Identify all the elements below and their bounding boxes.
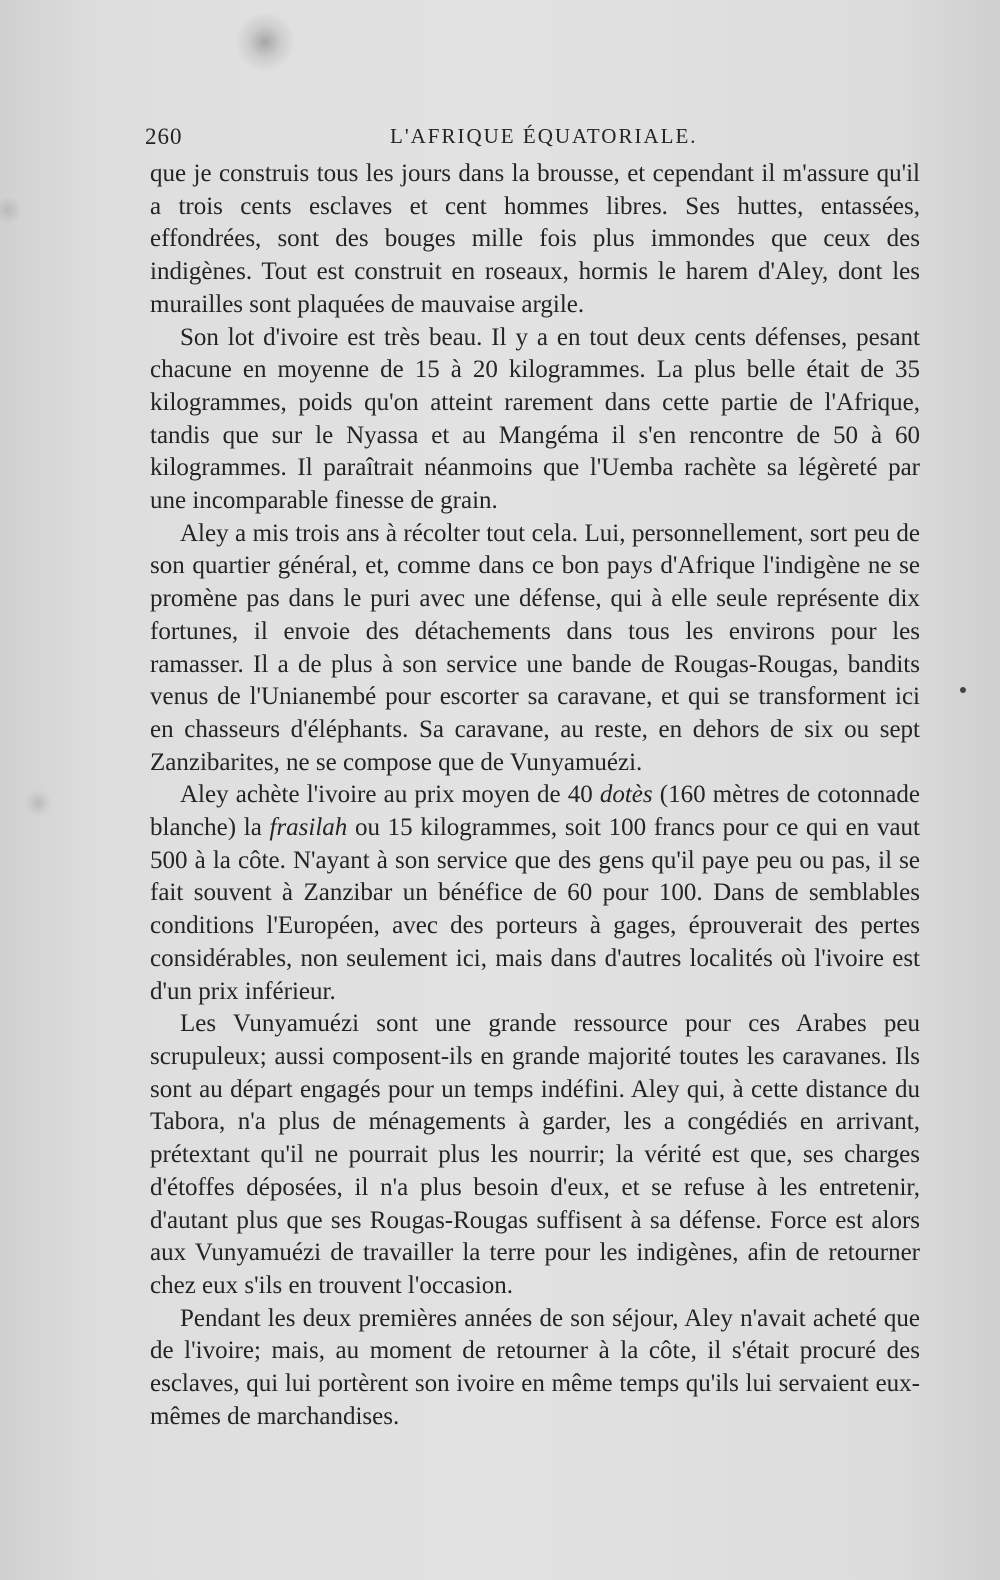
paragraph-3: Aley a mis trois ans à récolter tout cela. Lui, personnellement, sort peu de son quartier général, et, comme dans ce bon pays d'Afrique l'indigène ne se promène pas dans le puri avec une défense, qui à elle seule représente dix fortunes, il envoie des détachements dans tous les environs pour les ramasser. Il a de plus à son service une bande de Rougas-Rougas, bandits venus de l'Unianembé pour escorter sa caravane, et qui se transforment ici en chasseurs d'éléphants. Sa caravane, au reste, en dehors de six ou sept Zanzibarites, ne se compose que de Vunyamuézi. <box>150 519 920 776</box>
page-header <box>145 124 915 154</box>
paragraph-4-end: ou 15 kilogrammes, soit 100 francs pour ce qui en vaut 500 à la côte. N'ayant à son service que des gens qu'il paye peu ou pas, il se fait souvent à Zanzibar un bénéfice de 60 pour 100. Dans de semblables conditions l'Européen, avec des porteurs à gages, éprouverait des pertes considérables, non seulement ici, mais dans d'autres localités où l'ivoire est d'un prix inférieur. <box>150 814 920 1005</box>
italic-term-frasilah: frasilah <box>269 814 348 842</box>
ink-spot <box>960 687 966 693</box>
paragraph-4-start: Aley achète l'ivoire au prix moyen de 40 <box>180 781 600 809</box>
paragraph-2: Son lot d'ivoire est très beau. Il y a en tout deux cents défenses, pesant chacune en moyenne de 15 à 20 kilogrammes. La plus belle était de 35 kilogrammes, poids qu'on atteint rarement dans cette partie de l'Afrique, tandis que sur le Nyassa et au Mangéma il s'en rencontre de 50 à 60 kilogrammes. Il paraîtrait néanmoins que l'Uemba rachète sa légèreté par une incomparable finesse de grain. <box>150 323 920 515</box>
paragraph-5: Les Vunyamuézi sont une grande ressource pour ces Arabes peu scrupuleux; aussi composent-ils en grande majorité toutes les caravanes. Ils sont au départ engagés pour un temps indéfini. Aley qui, à cette distance du Tabora, n'a plus de ménagements à garder, les a congédiés en arrivant, prétextant qu'il ne pourrait plus les nourrir; la vérité est que, ses charges d'étoffes déposées, il n'a plus besoin d'eux, et se refuse à les entretenir, d'autant plus que ses Rougas-Rougas suffisent à sa défense. Force est alors aux Vunyamuézi de travailler la terre pour les indigènes, afin de retourner chez eux s'ils en trouvent l'occasion. <box>150 1010 920 1299</box>
running-title: L'AFRIQUE ÉQUATORIALE. <box>390 124 698 148</box>
paragraph-4 <box>150 779 920 1008</box>
paragraph-4-middle: (160 mètres de cotonnade blanche) la <box>150 781 920 842</box>
italic-term-dotes: dotès <box>599 781 653 809</box>
paragraph-1: que je construis tous les jours dans la brousse, et cependant il m'assure qu'il a trois cents esclaves et cent hommes libres. Ses huttes, entassées, effondrées, sont des bouges mille fois plus immondes que ceux des indigènes. Tout est construit en roseaux, hormis le harem d'Aley, dont les murailles sont plaquées de mauvaise argile. <box>150 160 920 318</box>
body-text <box>150 158 920 1433</box>
page-number: 260 <box>145 124 183 149</box>
paragraph-6: Pendant les deux premières années de son séjour, Aley n'avait acheté que de l'ivoire; mais, au moment de retourner à la côte, il s'était procuré des esclaves, qui lui portèrent son ivoire en même temps qu'ils lui servaient eux-mêmes de marchandises. <box>150 1304 920 1430</box>
